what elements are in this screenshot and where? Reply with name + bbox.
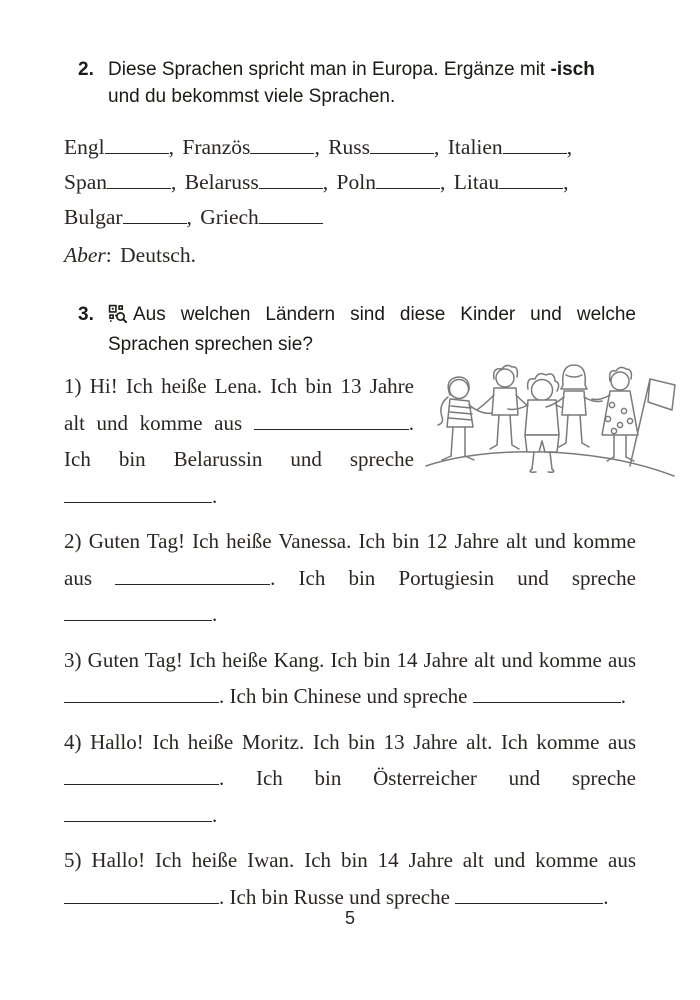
answer-blank: [254, 427, 409, 430]
page-number: 5: [344, 908, 355, 928]
language-word-list: [64, 130, 636, 274]
word-russ: Russ ,: [328, 135, 440, 159]
item-5: 5) Hallo! Ich heiße Iwan. Ich bin 14 Jahre alt und komme aus . Ich bin Russe und spreche .: [64, 848, 637, 909]
child-girl-ponytail: [438, 377, 492, 460]
item-1: 1) Hi! Ich heiße Lena. Ich bin 13 Jahre alt und komme aus . Ich bin Belarussin und spreche .: [64, 374, 415, 508]
word-griech: Griech: [200, 205, 323, 229]
item-1-wrap: [64, 368, 636, 514]
answer-blank: [115, 582, 270, 585]
item-4-marker: 4): [64, 729, 82, 754]
word-franzoes: Französ ,: [182, 135, 320, 159]
answer-blank: [499, 186, 563, 189]
item-3: 3) Guten Tag! Ich heiße Kang. Ich bin 14 Jahre alt und komme aus . Ich bin Chinese und spreche .: [64, 647, 637, 708]
exercise-2-heading: [64, 56, 636, 110]
word-italien: Italien ,: [447, 135, 573, 159]
word-poln: Poln ,: [336, 170, 446, 194]
aber-deutsch-note: Aber: Deutsch.: [64, 243, 196, 267]
answer-blank: [64, 901, 219, 904]
word-litau: Litau ,: [453, 170, 569, 194]
item-2-marker: 2): [64, 529, 82, 553]
word-span: Span ,: [64, 170, 177, 194]
exercise-2-number: 2.: [78, 59, 94, 80]
word-line-2: [64, 165, 636, 200]
exercise-2-section: [64, 56, 636, 274]
word-bulgar: Bulgar ,: [64, 205, 192, 229]
answer-blank: [370, 151, 434, 154]
answer-blank: [455, 901, 603, 904]
answer-blank: [64, 782, 219, 785]
word-line-1: [64, 130, 636, 165]
children-circle-flag-illustration: [424, 352, 676, 484]
exercise-2-instruction-line1: Diese Sprachen spricht man in Europa. Ergänze mit -isch: [108, 59, 595, 80]
answer-blank: [473, 700, 621, 703]
answer-blank: [64, 819, 212, 822]
answer-blank: [64, 618, 212, 621]
answer-blank: [259, 186, 323, 189]
answer-blank: [503, 151, 567, 154]
word-engl: Engl ,: [64, 135, 174, 159]
answer-blank: [250, 151, 314, 154]
exercise-3-heading: [64, 301, 636, 358]
answer-blank: [123, 221, 187, 224]
exercise-2-instruction-line2: und du bekommst viele Sprachen.: [108, 86, 396, 107]
word-belaruss: Belaruss ,: [184, 170, 329, 194]
item-5-marker: 5): [64, 848, 82, 872]
item-3-marker: 3): [64, 647, 82, 672]
exercise-3-number: 3.: [78, 304, 94, 325]
aber-italic: Aber: [64, 243, 106, 267]
exercise-3-section: [64, 301, 636, 915]
word-line-3: [64, 200, 636, 235]
item-1-marker: 1): [64, 374, 82, 398]
exercise-3-items: [64, 368, 636, 915]
exercise-3-instruction-line2: Sprachen sprechen sie?: [108, 334, 313, 355]
qr-scan-icon: [108, 304, 127, 331]
answer-blank: [64, 500, 212, 503]
answer-blank: [107, 186, 171, 189]
answer-blank: [376, 186, 440, 189]
suffix-isch-bold: -isch: [550, 59, 595, 80]
item-4: 4) Hallo! Ich heiße Moritz. Ich bin 13 Jahre alt. Ich komme aus . Ich bin Österreicher und spreche .: [64, 729, 637, 827]
exercise-3-instruction-line1: Aus welchen Ländern sind diese Kinder und welche: [108, 301, 636, 331]
answer-blank: [105, 151, 169, 154]
answer-blank: [259, 221, 323, 224]
flag: [648, 379, 675, 410]
answer-blank: [64, 700, 219, 703]
item-2: 2) Guten Tag! Ich heiße Vanessa. Ich bin 12 Jahre alt und komme aus . Ich bin Portugiesin und spreche .: [64, 529, 637, 626]
child-girl-dress: [592, 367, 638, 461]
